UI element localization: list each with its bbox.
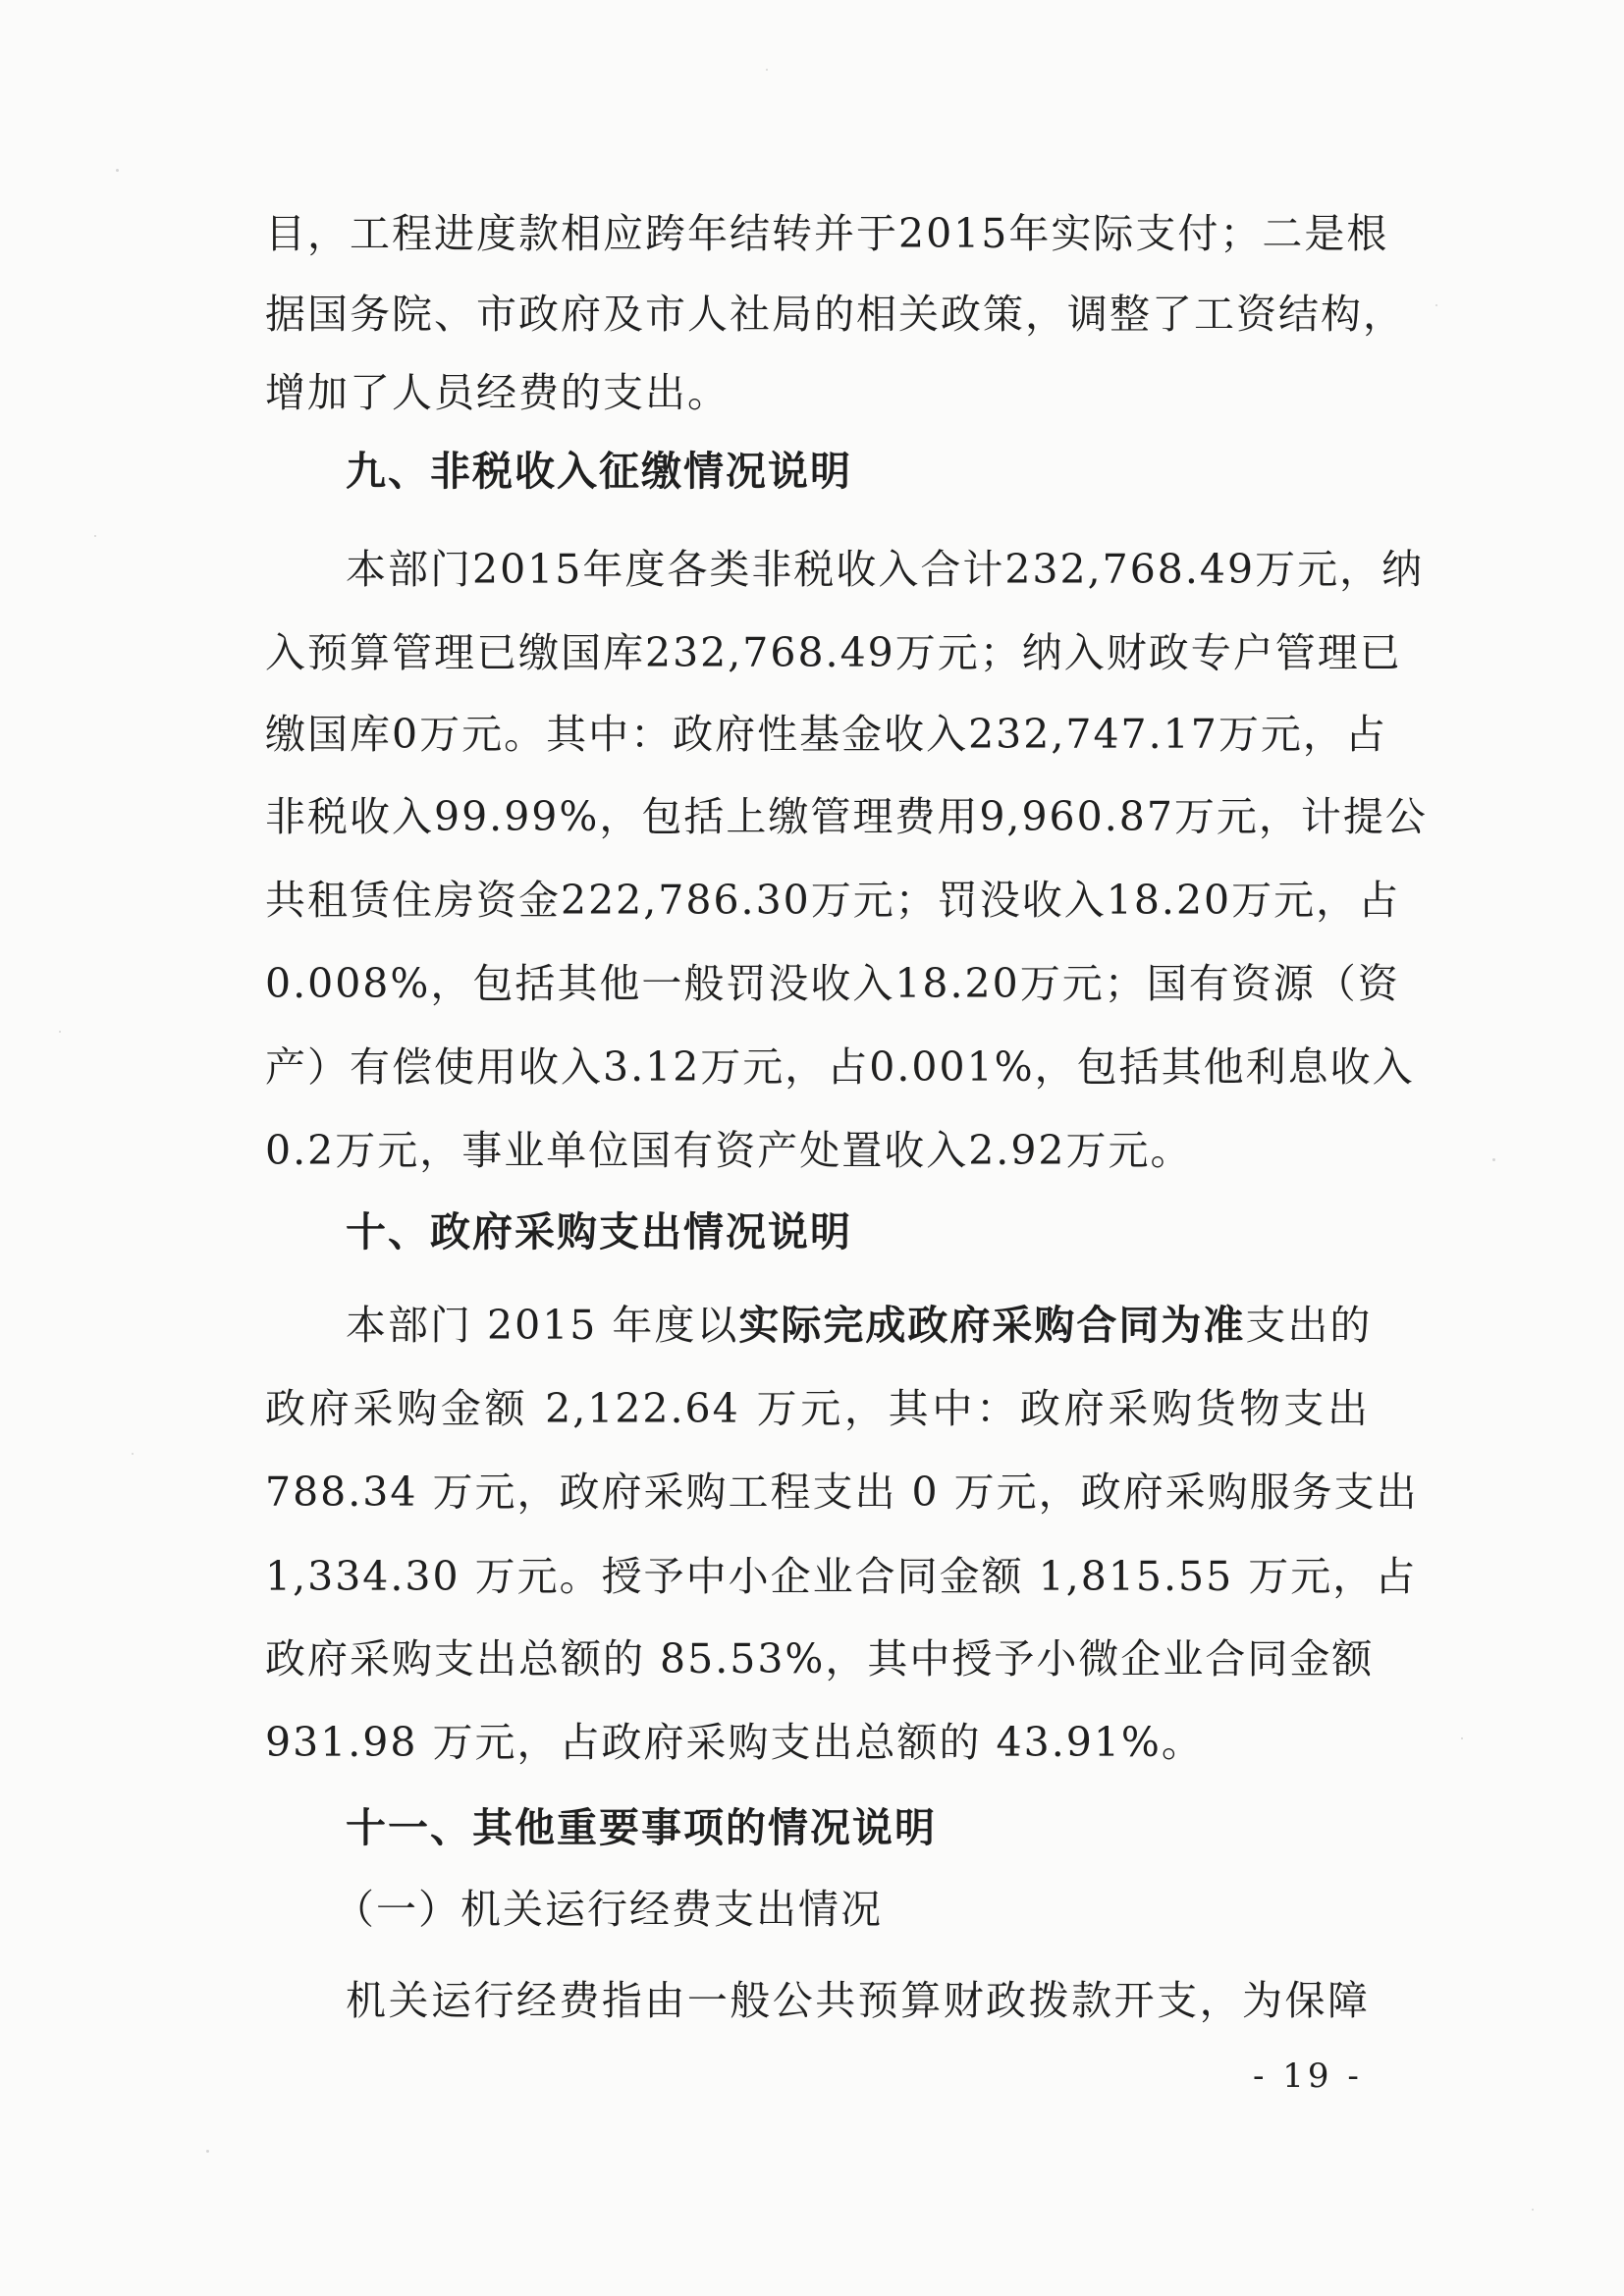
body-text-line: 共租赁住房资金222,786.30万元；罚没收入18.20万元，占 [265,877,1401,924]
section-heading-11: 十一、其他重要事项的情况说明 [346,1804,937,1851]
body-text-line: 据国务院、市政府及市人社局的相关政策，调整了工资结构， [265,291,1405,338]
body-text-line: 本部门2015年度各类非税收入合计232,768.49万元，纳 [346,546,1425,593]
body-text-line: 政府采购支出总额的 85.53%，其中授予小微企业合同金额 [265,1635,1375,1682]
body-text-line: 目，工程进度款相应跨年结转并于2015年实际支付；二是根 [265,210,1389,257]
body-text-line: 非税收入99.99%，包括上缴管理费用9,960.87万元，计提公 [265,793,1428,840]
body-text-line: 政府采购金额 2,122.64 万元，其中：政府采购货物支出 [265,1385,1370,1432]
subsection-heading: （一）机关运行经费支出情况 [334,1886,883,1933]
body-text-line: 增加了人员经费的支出。 [265,369,730,416]
body-text-line: 入预算管理已缴国库232,768.49万元；纳入财政专户管理已 [265,629,1402,676]
body-text-line: 788.34 万元，政府采购工程支出 0 万元，政府采购服务支出 [265,1468,1419,1516]
body-text-line: 缴国库0万元。其中：政府性基金收入232,747.17万元，占 [265,711,1387,758]
body-text-line: 1,334.30 万元。授予中小企业合同金额 1,815.55 万元，占 [265,1553,1418,1600]
body-text-line: 931.98 万元，占政府采购支出总额的 43.91%。 [265,1719,1204,1766]
page-number: - 19 - [1253,2056,1363,2096]
body-text-line: 产）有偿使用收入3.12万元，占0.001%，包括其他利息收入 [265,1043,1415,1091]
emphasis-text: 实际完成政府采购合同为准 [738,1302,1246,1349]
body-text-span: 本部门 2015 年度以 [346,1302,739,1349]
section-heading-9: 九、非税收入征缴情况说明 [346,448,852,495]
body-text-line: 机关运行经费指由一般公共预算财政拨款开支，为保障 [346,1977,1370,2024]
body-text-line: 0.2万元，事业单位国有资产处置收入2.92万元。 [265,1127,1193,1174]
body-text-line [346,1302,1373,1349]
body-text-span: 支出的 [1245,1302,1373,1349]
section-heading-10: 十、政府采购支出情况说明 [346,1208,852,1255]
body-text-line: 0.008%，包括其他一般罚没收入18.20万元；国有资源（资 [265,960,1400,1007]
